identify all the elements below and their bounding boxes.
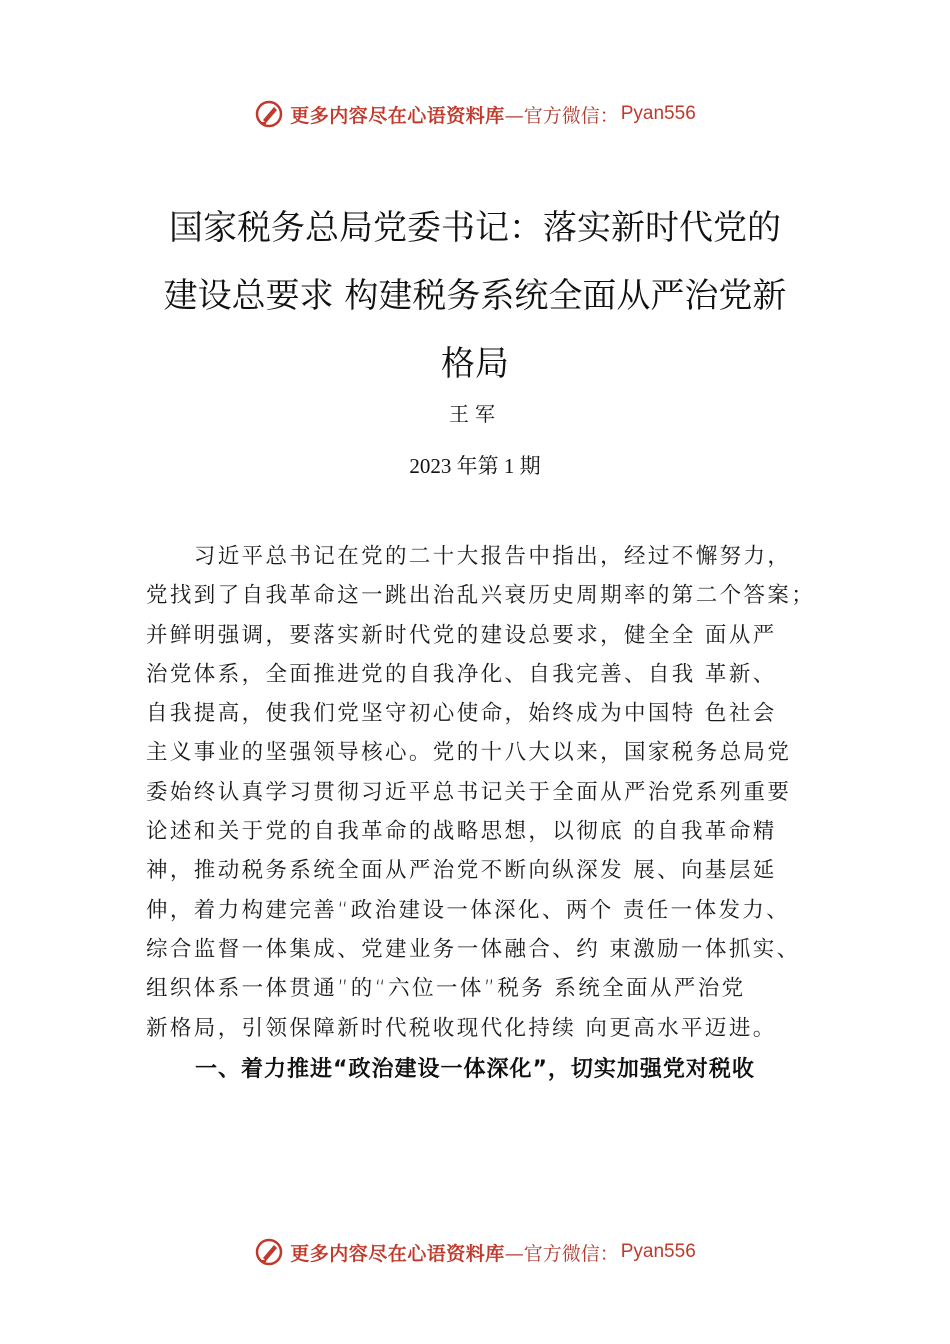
footer-banner: [0, 1232, 950, 1272]
title-line: 格局: [441, 344, 509, 384]
pen-logo-icon: [254, 1237, 284, 1267]
banner-slogan: 更多内容尽在心语资料库: [290, 104, 505, 127]
pen-logo-icon: [254, 99, 284, 129]
banner-wechat-label: —官方微信：: [504, 104, 619, 127]
section-heading: 一、着力推进“政治建设一体深化”，切实加强党对税收: [195, 1057, 755, 1082]
banner-wechat-label: —官方微信：: [504, 1242, 619, 1265]
body-line: 主义事业的坚强领导核心。党的十八大以来，国家税务总局党: [146, 740, 792, 766]
body-line: 神，推动税务系统全面从严治党不断向纵深发 展、向基层延: [146, 858, 777, 884]
body-line: 委始终认真学习贯彻习近平总书记关于全面从严治党系列重要: [146, 779, 792, 805]
banner-wechat-id: Pyan556: [620, 103, 696, 124]
body-line: 新格局，引领保障新时代税收现代化持续 向更高水平迈进。: [146, 1015, 777, 1041]
body-line: 自我提高，使我们党坚守初心使命，始终成为中国特 色社会: [146, 701, 777, 727]
body-line: 论述和关于党的自我革命的战略思想，以彻底 的自我革命精: [146, 819, 777, 845]
banner-wechat-id: Pyan556: [620, 1241, 696, 1262]
article-title: [130, 194, 820, 398]
body-line: 组织体系一体贯通”的“六位一体”税务 系统全面从严治党: [146, 976, 746, 1002]
body-line: 党找到了自我革命这一跳出治乱兴衰历史周期率的第二个答案；: [146, 583, 816, 609]
body-line: 伸，着力构建完善“政治建设一体深化、两个 责任一体发力、: [146, 897, 791, 923]
author-name: 王军: [449, 402, 501, 426]
issue-number: 2023 年第 1 期: [409, 454, 541, 478]
banner-slogan: 更多内容尽在心语资料库: [290, 1242, 505, 1265]
title-line: 建设总要求 构建税务系统全面从严治党新: [163, 276, 787, 316]
title-line: 国家税务总局党委书记：落实新时代党的: [169, 208, 781, 248]
article-body: [146, 537, 846, 1048]
header-banner: [0, 94, 950, 134]
body-line: 治党体系，全面推进党的自我净化、自我完善、自我 革新、: [146, 661, 777, 687]
body-line: 综合监督一体集成、党建业务一体融合、约 束激励一体抓实、: [146, 936, 801, 962]
body-line: 并鲜明强调，要落实新时代党的建设总要求，健全全 面从严: [146, 622, 777, 648]
body-line: 习近平总书记在党的二十大报告中指出，经过不懈努力，: [146, 544, 792, 569]
